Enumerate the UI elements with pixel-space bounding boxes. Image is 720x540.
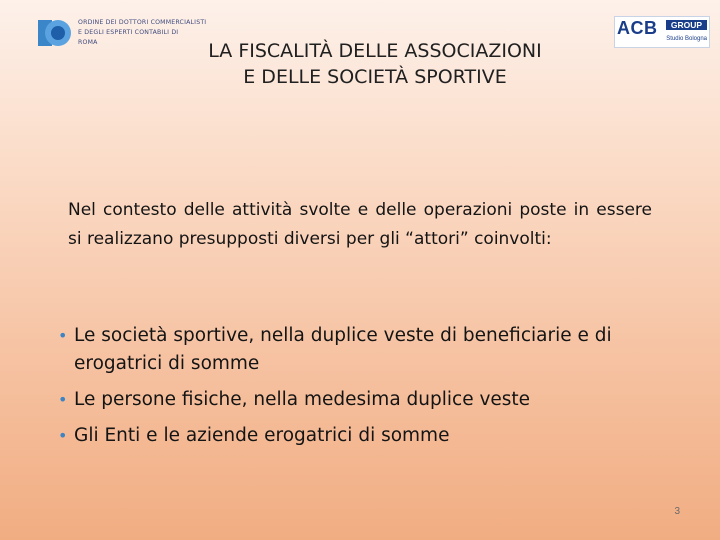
page-number: 3 <box>674 506 680 517</box>
acb-logo-tagline: Studio Bologna <box>666 36 707 42</box>
acb-logo-group: GROUP <box>666 20 707 30</box>
logo-mark-icon <box>38 16 72 50</box>
slide-title-line2: E DELLE SOCIETÀ SPORTIVE <box>243 66 507 88</box>
bullet-icon: • <box>58 326 68 345</box>
bullet-item <box>58 422 668 450</box>
left-logo-line: E DEGLI ESPERTI CONTABILI DI <box>78 29 179 36</box>
bullet-item <box>58 322 668 378</box>
left-logo-line: ORDINE DEI DOTTORI COMMERCIALISTI <box>78 19 207 26</box>
bullet-icon: • <box>58 426 68 445</box>
slide-title-line1: LA FISCALITÀ DELLE ASSOCIAZIONI <box>208 40 542 62</box>
bullet-text: Le persone fisiche, nella medesima duplice veste <box>74 389 531 410</box>
left-logo-line: ROMA <box>78 39 98 46</box>
bullet-icon: • <box>58 390 68 409</box>
intro-paragraph: Nel contesto delle attività svolte e delle operazioni poste in essere si realizzano presupposti diversi per gli “attori” coinvolti: <box>68 200 652 249</box>
left-logo-text <box>78 18 207 48</box>
slide-title <box>150 38 600 90</box>
acb-group-logo <box>614 16 710 48</box>
bullet-text: Gli Enti e le aziende erogatrici di somme <box>74 425 450 446</box>
bullet-text: Le società sportive, nella duplice veste di beneficiarie e di erogatrici di somme <box>74 325 612 374</box>
bullet-list <box>58 322 668 458</box>
bullet-item <box>58 386 668 414</box>
left-logo <box>38 16 207 50</box>
acb-logo-brand: ACB <box>617 18 658 38</box>
